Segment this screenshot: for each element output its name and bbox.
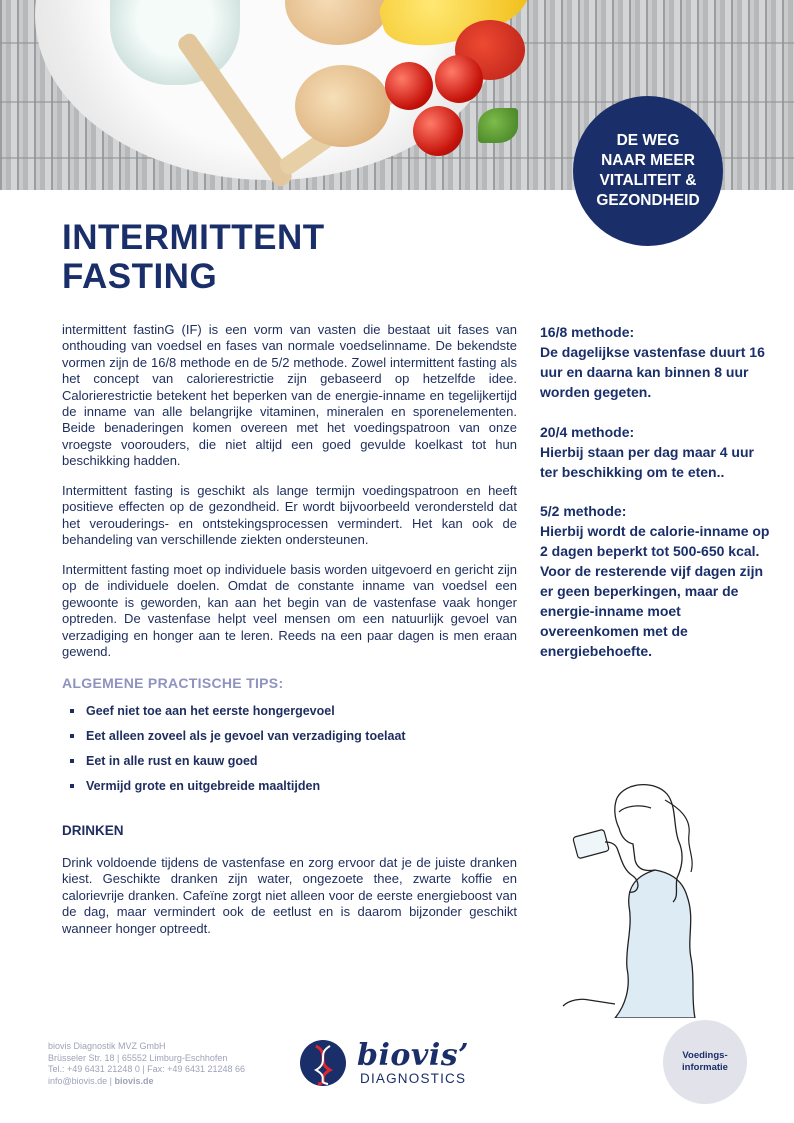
body-paragraph: Intermittent fasting moet op individuele basis worden uitgevoerd en gericht zijn op de individuele doelen. Omdat de constante inname van voedsel een gewoonte is geworden, kan aan het begin van de vastenfase vaak honger optreden. De vastenfase helpt veel mensen om een natuurlijk gevoel van verzadiging en honger aan te leren. Reeds na een paar dagen is men eraan gewend. bbox=[62, 562, 517, 660]
badge-line: NAAR MEER bbox=[601, 152, 695, 169]
bullet-icon bbox=[70, 734, 74, 738]
method-text: De dagelijkse vastenfase duurt 16 uur en daarna kan binnen 8 uur worden gegeten. bbox=[540, 344, 765, 400]
biovis-logo bbox=[300, 1038, 500, 1094]
info-badge-line: Voedings- bbox=[682, 1050, 728, 1061]
method-5-2 bbox=[540, 501, 770, 661]
tomato bbox=[435, 55, 483, 103]
info-badge-line: informatie bbox=[682, 1062, 728, 1073]
method-text: Hierbij staan per dag maar 4 uur ter beschikking om te eten.. bbox=[540, 444, 754, 480]
logo-subtitle: DIAGNOSTICS bbox=[360, 1071, 467, 1086]
contact-line bbox=[48, 1076, 245, 1088]
tip-text: Geef niet toe aan het eerste hongergevoel bbox=[86, 703, 335, 718]
email-link[interactable]: info@biovis.de bbox=[48, 1075, 108, 1086]
title-line: FASTING bbox=[62, 257, 218, 296]
footer-address bbox=[48, 1041, 245, 1087]
tagline-badge bbox=[573, 96, 723, 246]
method-text: Hierbij wordt de calorie-inname op 2 dagen beperkt tot 500-650 kcal. Voor de resterende vijf dagen zijn er geen beperkingen, maar de energie-inname moet overeenkomen met de energiebehoefte. bbox=[540, 523, 770, 659]
separator: | bbox=[107, 1075, 115, 1086]
tomato bbox=[385, 62, 433, 110]
method-title: 5/2 methode: bbox=[540, 503, 627, 519]
tip-item bbox=[70, 748, 406, 773]
bullet-icon bbox=[70, 709, 74, 713]
drinken-paragraph: Drink voldoende tijdens de vastenfase en zorg ervoor dat je de juiste dranken kiest. Geschikte dranken zijn water, ongezoete thee, zwarte koffie en calorievrije dranken. Cafeïne zorgt niet alleen voor de eerste energieboost van de dag, maar vermindert ook de eetlust en is daarom bijzonder geschikt wanneer honger optreedt. bbox=[62, 855, 517, 936]
tip-text: Eet alleen zoveel als je gevoel van verzadiging toelaat bbox=[86, 728, 406, 743]
intro-paragraph: intermittent fastinG (IF) is een vorm van vasten die bestaat uit fases van onthouding van voedsel en fases van normale voedselinname. De bekendste vormen zijn de 16/8 methode en de 5/2 methode. Zowel intermittent fasting als het concept van calorierestrictie zijn gebaseerd op hetzelfde idee. Calorierestrictie betekent het beperken van de energie-inname en tegelijkertijd de inname van alle belangrijke vitaminen, mineralen en sporenelementen. Beide benaderingen komen overeen met het voedingspatroon van onze vroegste voorouders, die niet altijd een goed gevulde koelkast tot hun beschikking hadden. bbox=[62, 322, 517, 469]
woman-drinking-icon bbox=[555, 778, 715, 1018]
logo-wordmark: biovis’ bbox=[357, 1038, 470, 1073]
tip-item bbox=[70, 723, 406, 748]
tomato bbox=[413, 106, 463, 156]
drinken-heading: DRINKEN bbox=[62, 823, 124, 838]
method-16-8 bbox=[540, 322, 770, 402]
title-line: INTERMITTENT bbox=[62, 218, 325, 257]
tips-heading: ALGEMENE PRACTISCHE TIPS: bbox=[62, 675, 284, 691]
website-link[interactable]: biovis.de bbox=[114, 1075, 154, 1086]
info-type-badge bbox=[663, 1020, 747, 1104]
basil-leaf bbox=[478, 108, 518, 143]
phone-fax: Tel.: +49 6431 21248 0 | Fax: +49 6431 21248 66 bbox=[48, 1064, 245, 1074]
bullet-icon bbox=[70, 784, 74, 788]
method-title: 16/8 methode: bbox=[540, 324, 635, 340]
badge-line: VITALITEIT & bbox=[599, 172, 697, 189]
tip-text: Vermijd grote en uitgebreide maaltijden bbox=[86, 778, 321, 793]
body-paragraph: Intermittent fasting is geschikt als lange termijn voedingspatroon en heeft positieve effecten op de gezondheid. Er wordt bijvoorbeeld verondersteld dat het verouderings- en ontstekingsprocessen vermindert. Het kan ook de behandeling van verschillende ziekten ondersteunen. bbox=[62, 483, 517, 548]
tip-item bbox=[70, 698, 406, 723]
street-address: Brüsseler Str. 18 | 65552 Limburg-Eschhofen bbox=[48, 1052, 228, 1063]
badge-line: DE WEG bbox=[616, 132, 680, 149]
method-20-4 bbox=[540, 422, 770, 482]
tip-text: Eet in alle rust en kauw goed bbox=[86, 753, 258, 768]
page-title bbox=[62, 218, 325, 296]
tips-list bbox=[70, 698, 406, 798]
dna-helix-icon bbox=[300, 1040, 346, 1086]
tip-item bbox=[70, 773, 406, 798]
method-title: 20/4 methode: bbox=[540, 424, 635, 440]
egg bbox=[295, 65, 390, 147]
badge-line: GEZONDHEID bbox=[596, 192, 700, 209]
company-name: biovis Diagnostik MVZ GmbH bbox=[48, 1041, 166, 1051]
bullet-icon bbox=[70, 759, 74, 763]
